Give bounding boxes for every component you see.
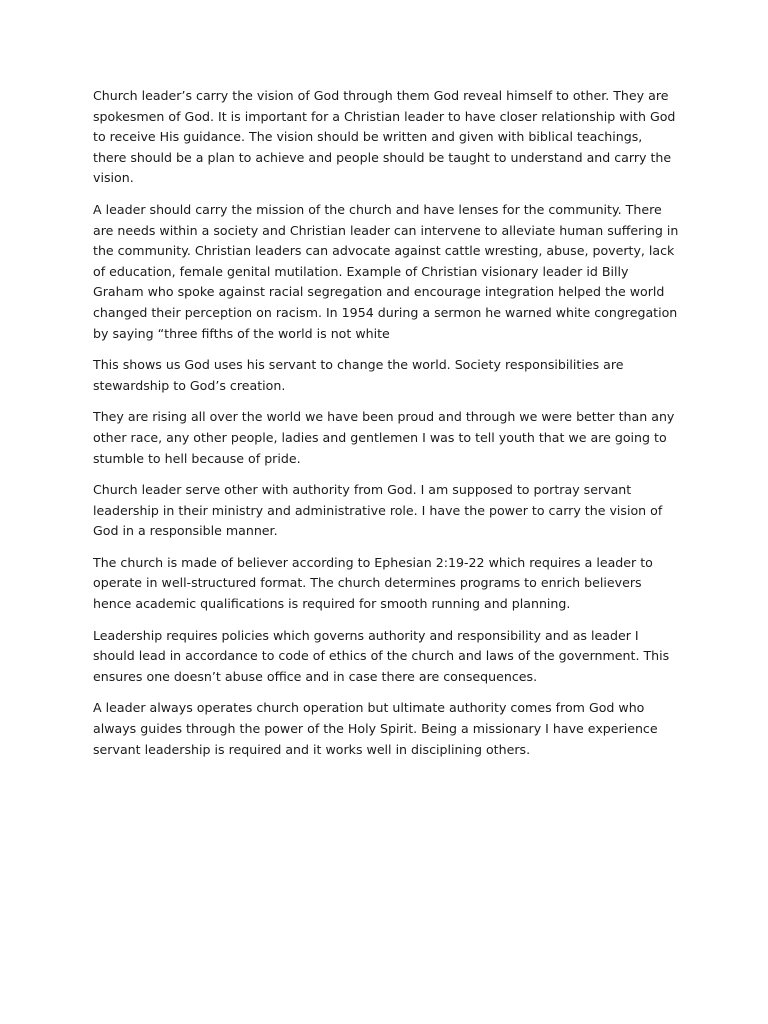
text-line: A leader should carry the mission of the church and have lenses for the community. There xyxy=(93,201,662,217)
text-line: Church leader’s carry the vision of God through them God reveal himself to other. They are xyxy=(93,88,669,103)
text-line: are needs within a society and Christian leader can intervene to alleviate human suffering in xyxy=(93,222,679,238)
text-line: leadership in their ministry and administrative role. I have the power to carry the vision of xyxy=(93,502,663,518)
text-line: spokesmen of God. It is important for a Christian leader to have closer relationship with God xyxy=(93,108,676,124)
text-line: operate in well-structured format. The church determines programs to enrich believers xyxy=(93,575,642,591)
text-line: by saying “three fifths of the world is not white xyxy=(93,325,390,341)
text-line: servant leadership is required and it works well in disciplining others. xyxy=(93,741,531,757)
text-line: Graham who spoke against racial segregation and encourage integration helped the world xyxy=(93,284,665,300)
text-line: the community. Christian leaders can advocate against cattle wresting, abuse, poverty, lack xyxy=(93,243,675,259)
text-line: stewardship to God’s creation. xyxy=(93,377,286,393)
text-line: They are rising all over the world we have been proud and through we were better than any xyxy=(93,409,675,425)
text-line: vision. xyxy=(93,170,134,186)
text-line: other race, any other people, ladies and gentlemen I was to tell youth that we are going to xyxy=(93,429,667,445)
text-line: Leadership requires policies which governs authority and responsibility and as leader I xyxy=(93,627,639,643)
paragraph xyxy=(93,355,678,396)
paragraph xyxy=(93,86,678,189)
text-line: The church is made of believer according to Ephesian 2:19-22 which requires a leader to xyxy=(93,554,653,570)
paragraph xyxy=(93,480,678,542)
text-line: to receive His guidance. The vision should be written and given with biblical teachings, xyxy=(93,129,643,145)
text-line: ensures one doesn’t abuse office and in case there are consequences. xyxy=(93,668,538,684)
text-line: A leader always operates church operation but ultimate authority comes from God who xyxy=(93,700,645,716)
document-body xyxy=(93,86,678,771)
paragraph xyxy=(93,553,678,615)
paragraph xyxy=(93,698,678,760)
text-line: should lead in accordance to code of ethics of the church and laws of the government. This xyxy=(93,648,670,664)
text-line: hence academic qualifications is required for smooth running and planning. xyxy=(93,596,571,612)
paragraph xyxy=(93,626,678,688)
text-line: of education, female genital mutilation. Example of Christian visionary leader id Billy xyxy=(93,263,629,279)
text-line: there should be a plan to achieve and people should be taught to understand and carry the xyxy=(93,149,672,165)
text-line: stumble to hell because of pride. xyxy=(93,450,301,466)
text-line: always guides through the power of the Holy Spirit. Being a missionary I have experience xyxy=(93,721,658,737)
paragraph xyxy=(93,200,678,344)
text-line: This shows us God uses his servant to change the world. Society responsibilities are xyxy=(93,357,624,373)
text-line: changed their perception on racism. In 1954 during a sermon he warned white congregation xyxy=(93,304,678,320)
text-line: God in a responsible manner. xyxy=(93,523,278,539)
text-line: Church leader serve other with authority from God. I am supposed to portray servant xyxy=(93,482,632,498)
paragraph xyxy=(93,407,678,469)
